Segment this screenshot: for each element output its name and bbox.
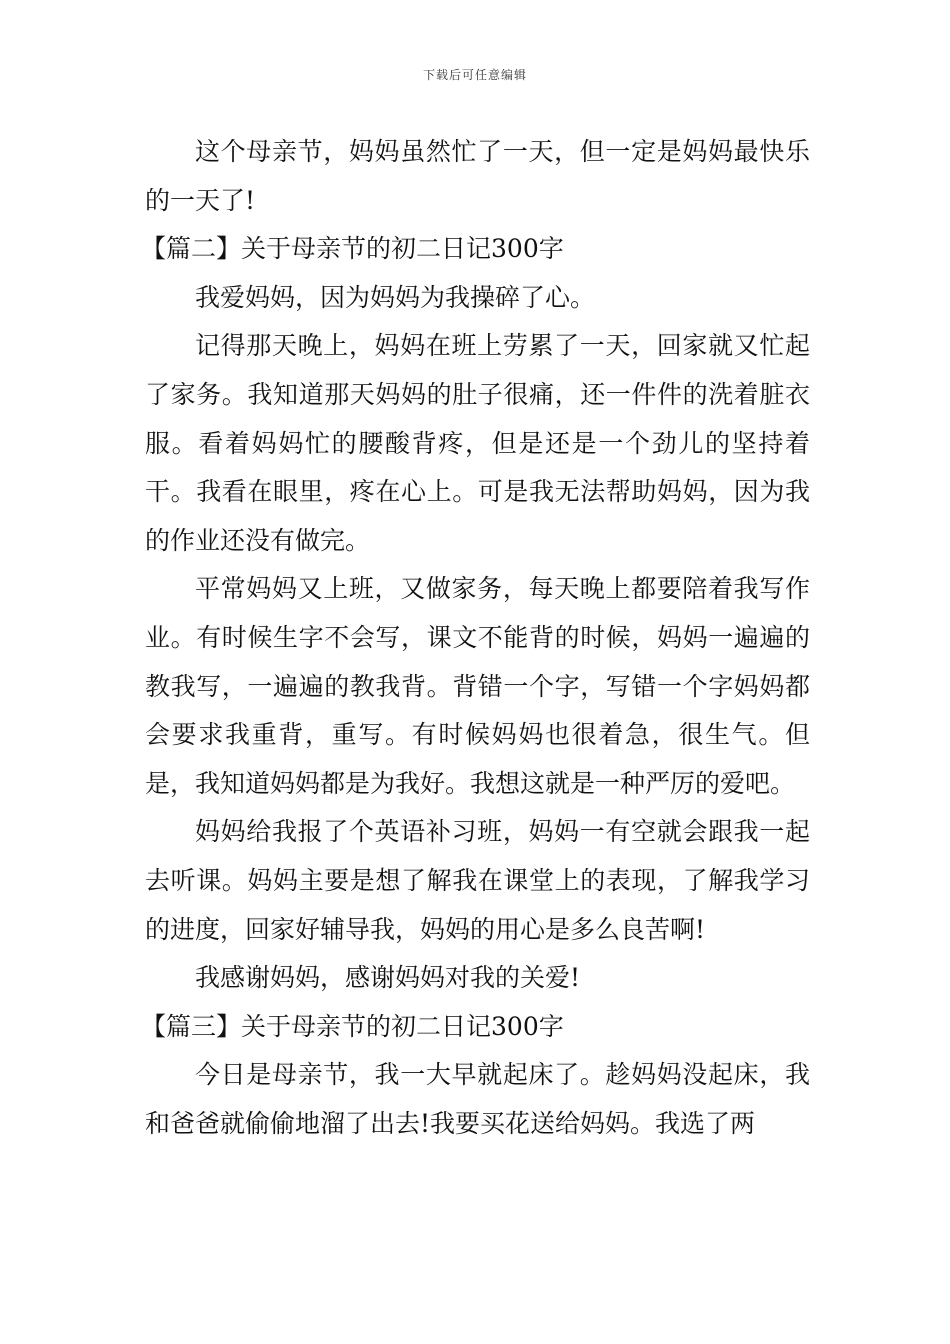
paragraph-4: 平常妈妈又上班，又做家务，每天晚上都要陪着我写作业。有时候生字不会写，课文不能背的时候，妈妈一遍遍的教我写，一遍遍的教我背。背错一个字，写错一个字妈妈都会要求我重背，重写。有时候妈妈也很着急，很生气。但是，我知道妈妈都是为我好。我想这就是一种严厉的爱吧。 — [145, 574, 810, 798]
section-heading-2: 【篇二】关于母亲节的初二日记300字 — [141, 234, 564, 264]
section-heading-3: 【篇三】关于母亲节的初二日记300字 — [141, 1011, 564, 1041]
page-header: 下载后可任意编辑 — [422, 68, 527, 82]
paragraph-1: 这个母亲节，妈妈虽然忙了一天，但一定是妈妈最快乐的一天了! — [145, 137, 810, 215]
paragraph-7: 今日是母亲节，我一大早就起床了。趁妈妈没起床，我和爸爸就偷偷地溜了出去!我要买花送给妈妈。我选了两 — [145, 1060, 810, 1138]
paragraph-6: 我感谢妈妈，感谢妈妈对我的关爱! — [195, 963, 581, 993]
paragraph-2: 我爱妈妈，因为妈妈为我操碎了心。 — [195, 282, 596, 312]
paragraph-5: 妈妈给我报了个英语补习班，妈妈一有空就会跟我一起去听课。妈妈主要是想了解我在课堂上的表现，了解我学习的进度，回家好辅导我，妈妈的用心是多么良苦啊! — [145, 817, 810, 944]
document-body — [141, 128, 810, 1148]
paragraph-3: 记得那天晚上，妈妈在班上劳累了一天，回家就又忙起了家务。我知道那天妈妈的肚子很痛，还一件件的洗着脏衣服。看着妈妈忙的腰酸背疼，但是还是一个劲儿的坚持着干。我看在眼里，疼在心上。可是我无法帮助妈妈，因为我的作业还没有做完。 — [145, 331, 810, 555]
